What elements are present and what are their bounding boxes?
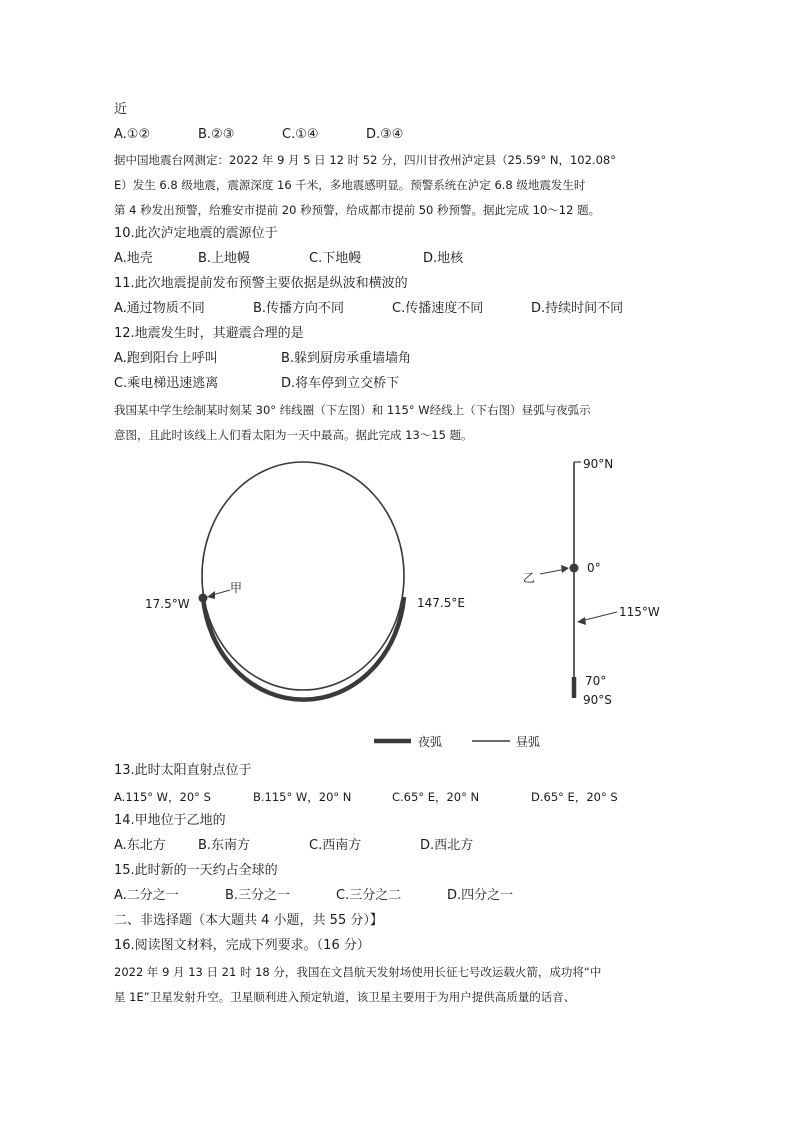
option-b[interactable]: B.东南方 <box>198 838 251 853</box>
option-b[interactable]: B.传播方向不同 <box>253 301 345 316</box>
quake-intro-line-2: E）发生 6.8 级地震，震源深度 16 千米，多地震感明显。预警系统在泸定 6.8 级地震发生时 <box>114 178 586 192</box>
option-a[interactable]: A.通过物质不同 <box>114 301 205 316</box>
q14-options <box>114 838 473 854</box>
q10-stem: 10.此次泸定地震的震源位于 <box>114 226 278 241</box>
option-c[interactable]: C.下地幔 <box>309 251 362 266</box>
option-c[interactable]: C.65° E，20° N <box>392 790 480 804</box>
q12-stem: 12.地震发生时，其避震合理的是 <box>114 326 304 341</box>
satellite-intro-line-1: 2022 年 9 月 13 日 21 时 18 分，我国在文昌航天发射场使用长征七号改运载火箭，成功将“中 <box>114 965 602 979</box>
q16-stem: 16.阅读图文材料，完成下列要求。（16 分） <box>114 938 370 953</box>
label-0-deg: 0° <box>587 561 601 575</box>
meridian-diagram <box>523 457 660 707</box>
q15-stem: 15.此时新的一天约占全球的 <box>114 863 278 878</box>
point-jia-dot <box>199 594 208 603</box>
option-c[interactable]: C.乘电梯迅速逃离 <box>114 376 219 391</box>
option-a[interactable]: A.①② <box>114 127 151 142</box>
point-yi-dot <box>570 564 579 573</box>
option-b[interactable]: B.②③ <box>198 127 235 142</box>
option-d[interactable]: D.地核 <box>423 251 464 266</box>
option-c[interactable]: C.传播速度不同 <box>392 301 484 316</box>
label-70-deg: 70° <box>585 674 607 688</box>
arc-intro-line-1: 我国某中学生绘制某时刻某 30° 纬线圈（下左图）和 115° W经线上（下右图）昼弧与夜弧示 <box>114 403 591 417</box>
section-2-heading: 二、非选择题（本大题共 4 小题，共 55 分）】 <box>114 913 383 928</box>
latitude-circle-diagram <box>145 462 465 700</box>
option-d[interactable]: D.65° E，20° S <box>531 790 618 804</box>
option-d[interactable]: D.③④ <box>366 127 404 142</box>
figure-legend <box>374 734 540 749</box>
label-17-5-w: 17.5°W <box>145 597 190 611</box>
night-arc <box>203 597 404 700</box>
option-a[interactable]: A.115° W，20° S <box>114 790 211 804</box>
point-yi-arrowhead <box>561 565 569 573</box>
quake-intro-line-3: 第 4 秒发出预警，给雅安市提前 20 秒预警，给成都市提前 50 秒预警。据此完成 10～12 题。 <box>114 203 601 217</box>
option-d[interactable]: D.持续时间不同 <box>531 301 624 316</box>
quake-intro-line-1: 据中国地震台网测定：2022 年 9 月 5 日 12 时 52 分，四川甘孜州泸定县（25.59° N，102.08° <box>114 153 616 167</box>
legend-day-label: 昼弧 <box>516 735 541 749</box>
option-a[interactable]: A.东北方 <box>114 838 166 853</box>
label-147-5-e: 147.5°E <box>417 596 465 610</box>
option-d[interactable]: D.西北方 <box>420 838 474 853</box>
day-arc-circle <box>202 462 404 690</box>
arc-intro-line-2: 意图，且此时该线上人们看太阳为一天中最高。据此完成 13～15 题。 <box>114 428 473 442</box>
option-c[interactable]: C.①④ <box>282 127 319 142</box>
q11-stem: 11.此次地震提前发布预警主要依据是纵波和横波的 <box>114 276 408 291</box>
point-jia-label: 甲 <box>230 581 243 595</box>
point-yi-label: 乙 <box>523 571 536 585</box>
option-c[interactable]: C.三分之二 <box>336 888 402 903</box>
option-a[interactable]: A.二分之一 <box>114 888 179 903</box>
option-b[interactable]: B.上地幔 <box>198 251 251 266</box>
option-b[interactable]: B.三分之一 <box>225 888 291 903</box>
option-b[interactable]: B.躲到厨房承重墙墙角 <box>281 351 412 366</box>
continued-text: 近 <box>114 102 128 117</box>
label-90n: 90°N <box>583 457 614 471</box>
option-c[interactable]: C.西南方 <box>309 838 362 853</box>
legend-night-label: 夜弧 <box>418 735 443 749</box>
option-a[interactable]: A.地壳 <box>114 251 153 266</box>
option-a[interactable]: A.跑到阳台上呼叫 <box>114 351 218 366</box>
point-jia-arrowhead <box>207 591 215 599</box>
option-b[interactable]: B.115° W，20° N <box>253 790 352 804</box>
meridian-115w-arrow <box>581 612 617 621</box>
q13-stem: 13.此时太阳直射点位于 <box>114 763 252 778</box>
q13-options <box>114 789 618 805</box>
label-90s: 90°S <box>583 693 612 707</box>
label-115w: 115°W <box>619 605 660 619</box>
q14-stem: 14.甲地位于乙地的 <box>114 813 226 828</box>
q15-options <box>114 888 513 904</box>
meridian-115w-arrowhead <box>577 617 586 625</box>
satellite-intro-line-2: 星 1E”卫星发射升空。卫星顺利进入预定轨道，该卫星主要用于为用户提供高质量的话音、 <box>114 990 576 1004</box>
option-d[interactable]: D.四分之一 <box>447 888 514 903</box>
option-d[interactable]: D.将车停到立交桥下 <box>281 376 400 391</box>
